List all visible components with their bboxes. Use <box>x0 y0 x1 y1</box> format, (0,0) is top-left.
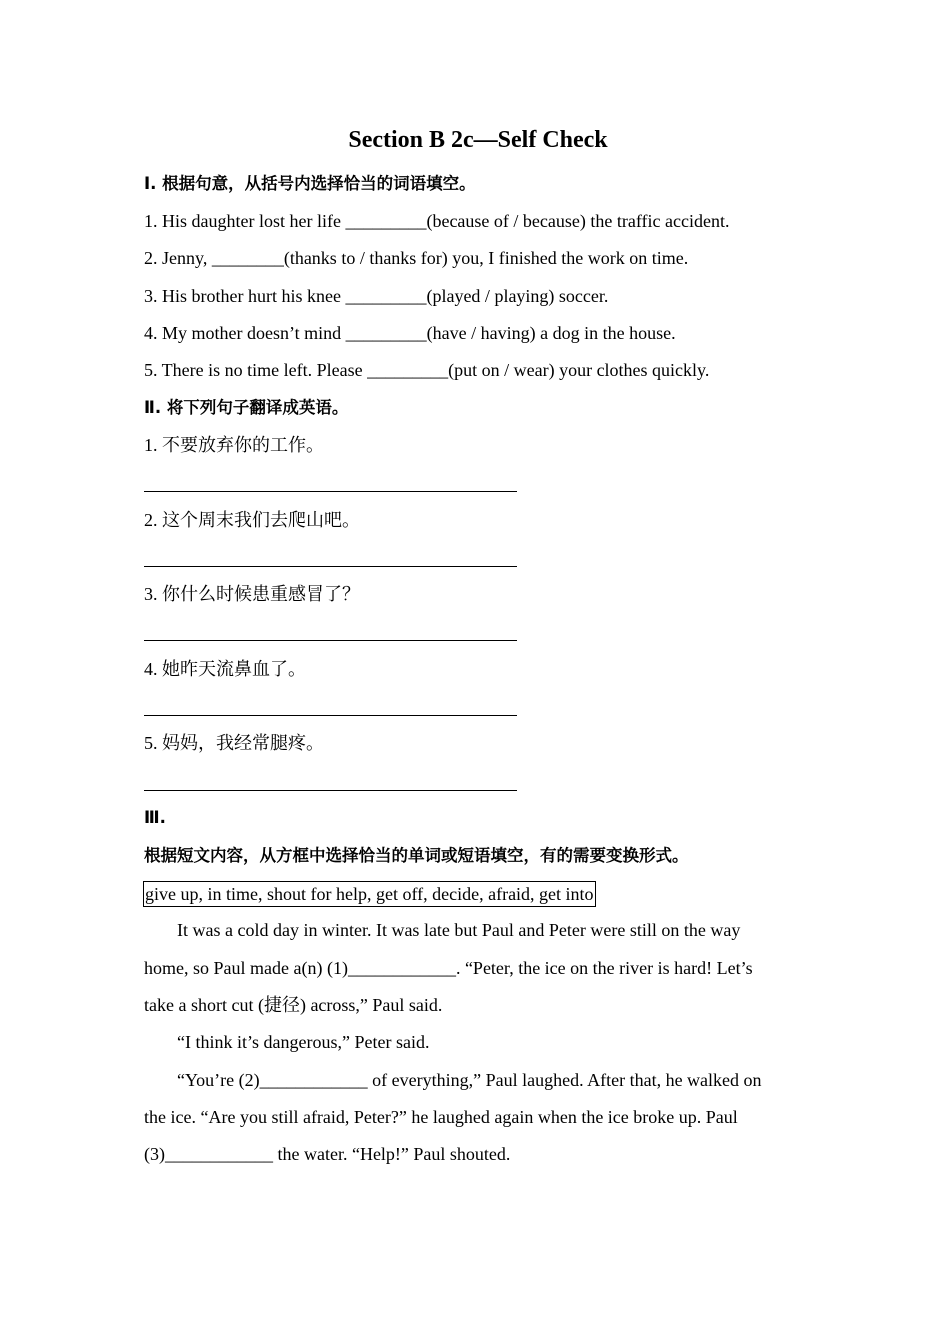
passage-line-6: the ice. “Are you still afraid, Peter?” he laughed again when the ice broke up. Paul <box>144 1107 738 1127</box>
part3-number: Ⅲ. <box>144 808 166 827</box>
passage-line-7: (3)____________ the water. “Help!” Paul shouted. <box>144 1144 511 1164</box>
part1-heading: Ⅰ. 根据句意，从括号内选择恰当的词语填空。 <box>144 174 476 193</box>
part2-item-3: 3. 你什么时候患重感冒了？ <box>144 584 360 604</box>
word-box: give up, in time, shout for help, get off, decide, afraid, get into <box>143 881 596 907</box>
part2-heading: Ⅱ. 将下列句子翻译成英语。 <box>144 398 349 417</box>
passage-line-3: take a short cut (捷径) across,” Paul said. <box>144 995 443 1015</box>
passage-line-2: home, so Paul made a(n) (1)____________. “Peter, the ice on the river is hard! Let’s <box>144 958 753 978</box>
part2-item-2: 2. 这个周末我们去爬山吧。 <box>144 510 360 530</box>
part3-instruction: 根据短文内容，从方框中选择恰当的单词或短语填空，有的需要变换形式。 <box>144 846 689 865</box>
part1-item-1: 1. His daughter lost her life _________(because of / because) the traffic accident. <box>144 211 730 231</box>
passage-line-5: “You’re (2)____________ of everything,” Paul laughed. After that, he walked on <box>177 1070 762 1090</box>
part2-item-1: 1. 不要放弃你的工作。 <box>144 435 324 455</box>
answer-line-3 <box>144 640 517 641</box>
part1-item-5: 5. There is no time left. Please _________(put on / wear) your clothes quickly. <box>144 360 710 380</box>
part2-item-5: 5. 妈妈，我经常腿疼。 <box>144 733 324 753</box>
passage-line-4: “I think it’s dangerous,” Peter said. <box>177 1032 430 1052</box>
part1-item-3: 3. His brother hurt his knee _________(played / playing) soccer. <box>144 286 609 306</box>
answer-line-4 <box>144 715 517 716</box>
answer-line-2 <box>144 566 517 567</box>
answer-line-5 <box>144 790 517 791</box>
answer-line-1 <box>144 491 517 492</box>
part2-item-4: 4. 她昨天流鼻血了。 <box>144 659 306 679</box>
part1-item-4: 4. My mother doesn’t mind _________(have / having) a dog in the house. <box>144 323 676 343</box>
part1-item-2: 2. Jenny, ________(thanks to / thanks for) you, I finished the work on time. <box>144 248 689 268</box>
page-title: Section B 2c—Self Check <box>348 127 608 153</box>
passage-line-1: It was a cold day in winter. It was late but Paul and Peter were still on the way <box>177 920 741 940</box>
